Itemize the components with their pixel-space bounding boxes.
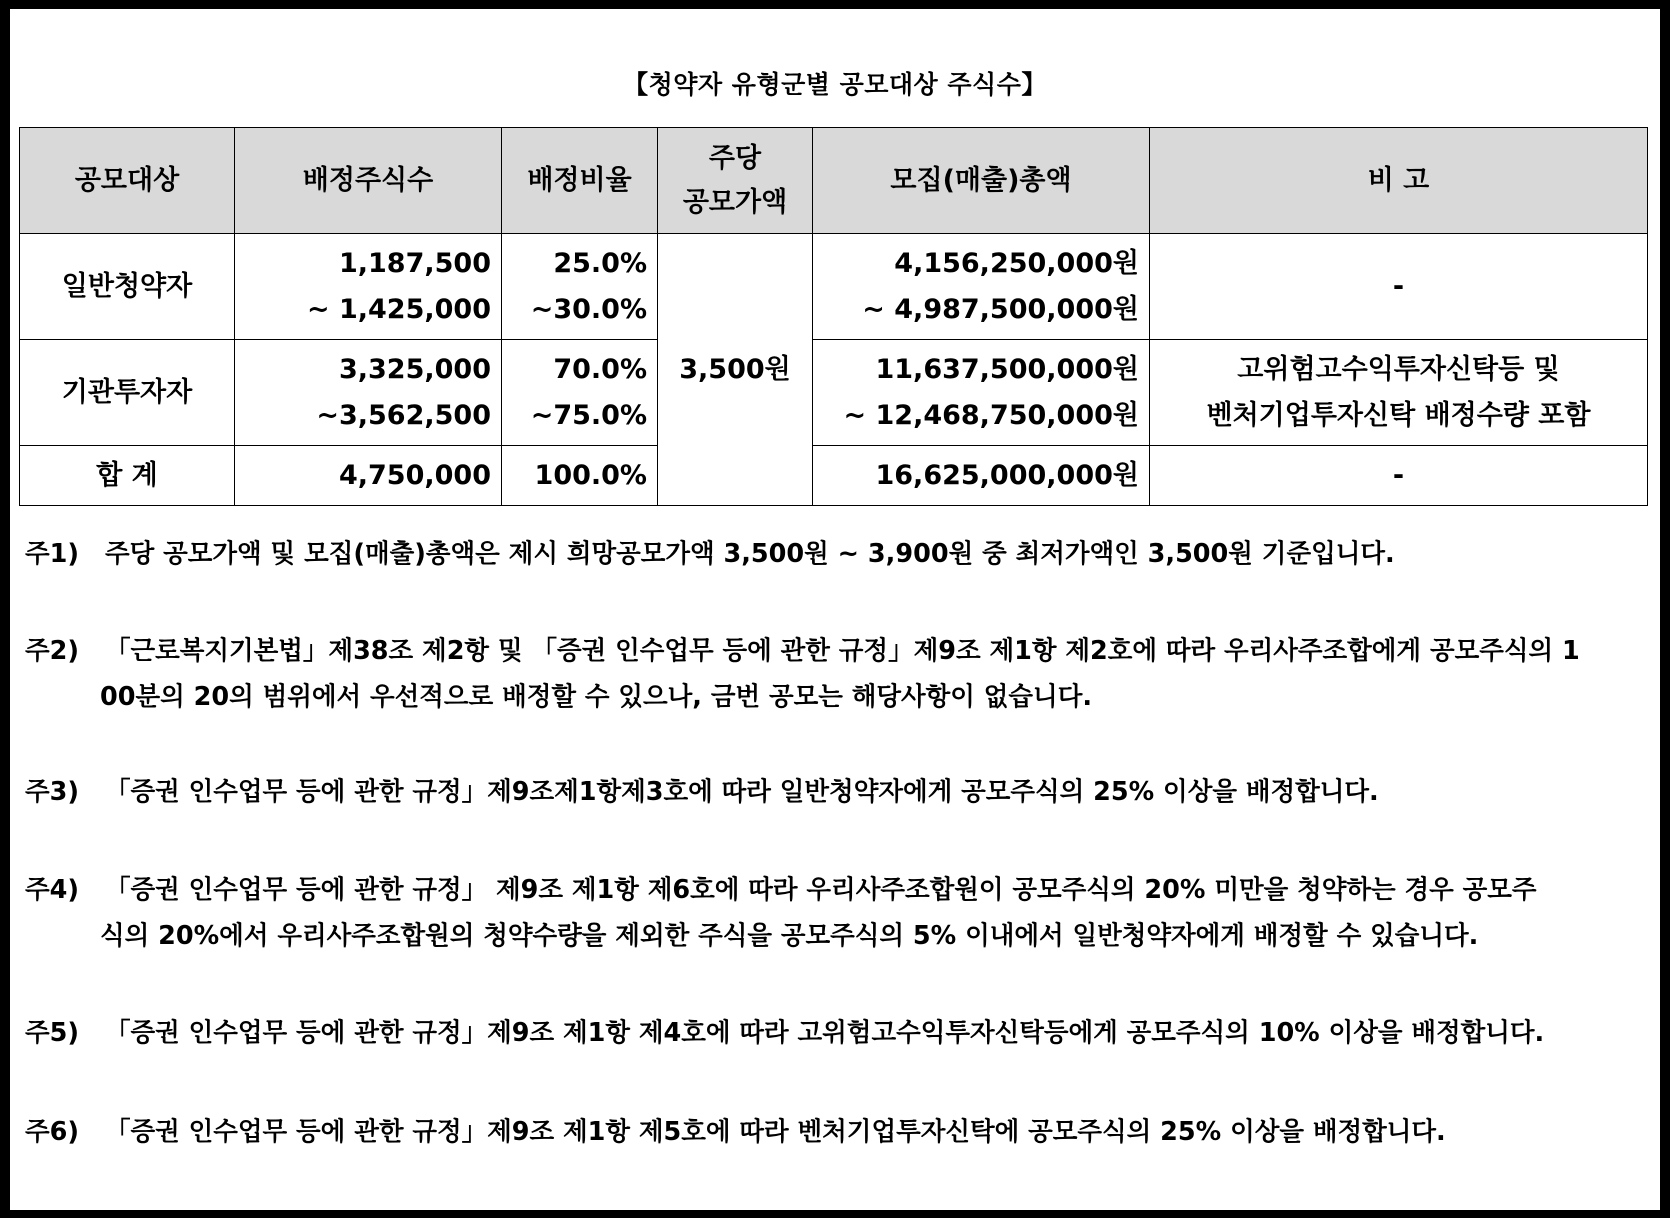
- footnote-label: 주5): [25, 1018, 80, 1048]
- shares-line2: ~3,562,500: [316, 399, 491, 431]
- remark-line2: 벤처기업투자신탁 배정수량 포함: [1206, 399, 1591, 431]
- footnote: [25, 769, 1645, 815]
- shares-line2: ~ 1,425,000: [306, 293, 491, 325]
- header-total-amount: 모집(매출)총액: [813, 128, 1150, 234]
- amount-line1: 4,156,250,000원: [894, 247, 1139, 279]
- footnote: [25, 1109, 1645, 1155]
- footnote: [25, 867, 1645, 959]
- total-remark: -: [1150, 446, 1648, 506]
- footnote-label: 주3): [25, 777, 80, 807]
- footnote-text-continued: 식의 20%에서 우리사주조합원의 청약수량을 제외한 주식을 공모주식의 5% 이내에서 일반청약자에게 배정할 수 있습니다.: [100, 921, 1479, 951]
- footnote-text: 주당 공모가액 및 모집(매출)총액은 제시 희망공모가액 3,500원 ~ 3,900원 중 최저가액인 3,500원 기준입니다.: [105, 539, 1395, 569]
- ratio-line2: ~30.0%: [530, 293, 647, 325]
- row-remark: -: [1150, 234, 1648, 340]
- amount-line1: 11,637,500,000원: [875, 353, 1139, 385]
- price-cell: 3,500원: [658, 234, 813, 506]
- amount-line2: ~ 4,987,500,000원: [862, 293, 1139, 325]
- row-remark: [1150, 340, 1648, 446]
- document-page: [10, 9, 1660, 1210]
- table-row: [20, 340, 1648, 446]
- remark-line1: 고위험고수익투자신탁등 및: [1237, 353, 1560, 385]
- ratio-line1: 25.0%: [553, 247, 647, 279]
- table-row: [20, 234, 1648, 340]
- header-shares: 배정주식수: [235, 128, 502, 234]
- footnote-label: 주4): [25, 875, 80, 905]
- total-shares: 4,750,000: [235, 446, 502, 506]
- footnote-text: 「증권 인수업무 등에 관한 규정」제9조 제1항 제4호에 따라 고위험고수익투자신탁등에게 공모주식의 10% 이상을 배정합니다.: [105, 1018, 1545, 1048]
- table-total-row: [20, 446, 1648, 506]
- footnote-label: 주6): [25, 1117, 80, 1147]
- footnote: [25, 628, 1645, 720]
- row-ratio: [502, 340, 658, 446]
- row-amount: [813, 234, 1150, 340]
- row-amount: [813, 340, 1150, 446]
- header-remarks: 비 고: [1150, 128, 1648, 234]
- footnote-text: 「근로복지기본법」제38조 제2항 및 「증권 인수업무 등에 관한 규정」제9조 제1항 제2호에 따라 우리사주조합에게 공모주식의 1: [105, 636, 1580, 666]
- row-target: 일반청약자: [20, 234, 235, 340]
- footnote-text: 「증권 인수업무 등에 관한 규정」제9조제1항제3호에 따라 일반청약자에게 공모주식의 25% 이상을 배정합니다.: [105, 777, 1379, 807]
- row-shares: [235, 234, 502, 340]
- header-price-line1: 주당: [708, 142, 762, 174]
- footnote-label: 주1): [25, 539, 80, 569]
- shares-line1: 3,325,000: [338, 353, 491, 385]
- amount-line2: ~ 12,468,750,000원: [843, 399, 1139, 431]
- footnote-text: 「증권 인수업무 등에 관한 규정」제9조 제1항 제5호에 따라 벤처기업투자신탁에 공모주식의 25% 이상을 배정합니다.: [105, 1117, 1446, 1147]
- allocation-table: [19, 127, 1648, 506]
- header-price-line2: 공모가액: [682, 186, 788, 218]
- shares-line1: 1,187,500: [338, 247, 491, 279]
- footnote: [25, 531, 1645, 577]
- header-target: 공모대상: [20, 128, 235, 234]
- footnote-text: 「증권 인수업무 등에 관한 규정」 제9조 제1항 제6호에 따라 우리사주조합원이 공모주식의 20% 미만을 청약하는 경우 공모주: [105, 875, 1537, 905]
- row-shares: [235, 340, 502, 446]
- total-ratio: 100.0%: [502, 446, 658, 506]
- ratio-line1: 70.0%: [553, 353, 647, 385]
- table-header-row: [20, 128, 1648, 234]
- header-price: [658, 128, 813, 234]
- total-amount: 16,625,000,000원: [813, 446, 1150, 506]
- footnote-text-continued: 00분의 20의 범위에서 우선적으로 배정할 수 있으나, 금번 공모는 해당사항이 없습니다.: [100, 682, 1093, 712]
- header-ratio: 배정비율: [502, 128, 658, 234]
- ratio-line2: ~75.0%: [530, 399, 647, 431]
- row-ratio: [502, 234, 658, 340]
- footnote-label: 주2): [25, 636, 80, 666]
- table-title: 【청약자 유형군별 공모대상 주식수】: [623, 70, 1047, 99]
- total-target: 합 계: [20, 446, 235, 506]
- row-target: 기관투자자: [20, 340, 235, 446]
- footnote: [25, 1010, 1645, 1056]
